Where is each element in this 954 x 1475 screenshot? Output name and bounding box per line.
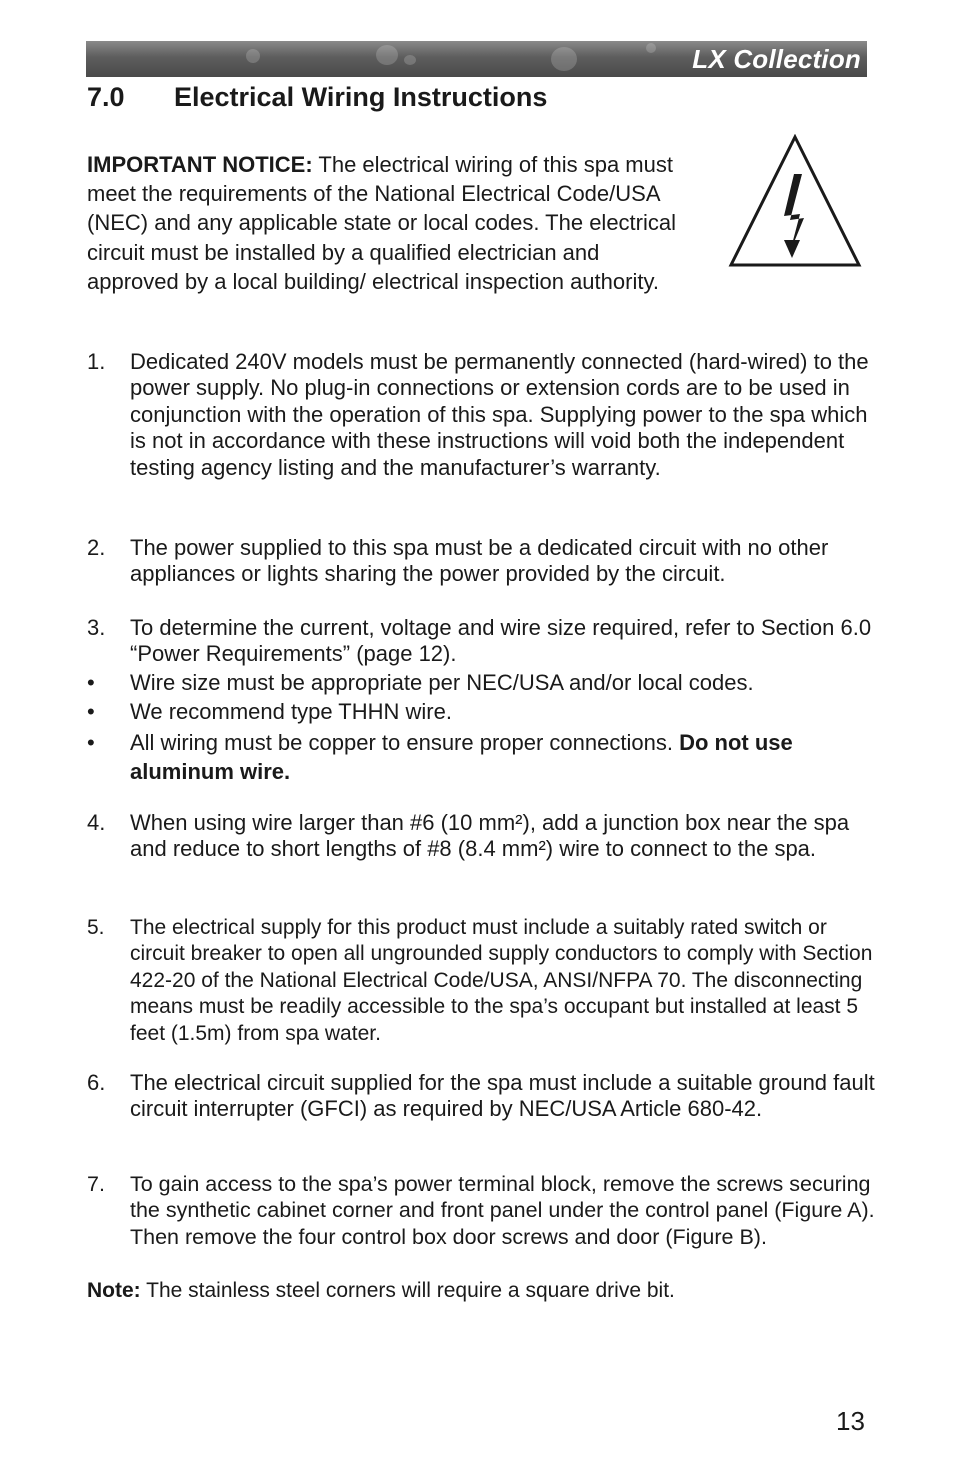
note-label: Note:	[87, 1279, 141, 1302]
section-heading	[87, 82, 547, 113]
section-number: 7.0	[87, 82, 125, 112]
note	[87, 1279, 675, 1303]
bullet-marker: •	[87, 670, 95, 695]
section-title: Electrical Wiring Instructions	[174, 82, 548, 112]
bullet-marker: •	[87, 699, 95, 724]
item-text: When using wire larger than #6 (10 mm²), add a junction box near the spa and reduce to short lengths of #8 (8.4 mm²) wire to connect to the spa.	[130, 810, 850, 862]
page-number: 13	[836, 1406, 865, 1436]
item-text: The electrical supply for this product must include a suitably rated switch or circuit breaker to open all ungrounded supply conductors to comply with Section 422-20 of the National Electrical Code/USA, ANSI/NFPA 70. The disconnecting means must be readily accessible to the spa’s occupant but installed at least 5 feet (1.5m) from spa water.	[130, 916, 873, 1045]
bullet-item	[87, 699, 877, 725]
bubble-decoration	[551, 47, 577, 71]
list-item	[87, 915, 877, 1047]
item-number: 2.	[87, 535, 106, 560]
item-text: The electrical circuit supplied for the spa must include a suitable ground fault circuit interrupter (GFCI) as required by NEC/USA Article 680-42.	[130, 1070, 875, 1122]
item-text: To determine the current, voltage and wire size required, refer to Section 6.0 “Power Requirements” (page 12).	[130, 615, 872, 667]
item-text: All wiring must be copper to ensure proper connections.	[130, 730, 680, 755]
notice-text: The electrical wiring of this spa must meet the requirements of the National Electrical Code/USA (NEC) and any applicable state or local codes. The electrical circuit must be installed by a qualified electrician and approved by a local building/ electrical inspection authority.	[87, 152, 677, 294]
list-item	[87, 349, 877, 481]
item-number: 6.	[87, 1070, 106, 1095]
list-item	[87, 615, 877, 668]
item-text: Dedicated 240V models must be permanently connected (hard-wired) to the power supply. No plug-in connections or extension cords are to be used in conjunction with the operation of this spa. Supplying power to the spa which is not in accordance with these instructions will void both the independent testing agency listing and the manufacturer’s warranty.	[130, 349, 869, 480]
item-number: 7.	[87, 1172, 105, 1196]
bubble-decoration	[376, 45, 398, 65]
header-banner	[86, 41, 867, 77]
bubble-decoration	[246, 49, 260, 63]
bubble-decoration	[646, 43, 656, 53]
item-warning-text: Do not use aluminum wire.	[130, 730, 793, 784]
important-notice	[87, 150, 687, 296]
item-text: Wire size must be appropriate per NEC/USA and/or local codes.	[130, 670, 754, 695]
brand-title: LX Collection	[692, 44, 861, 74]
notice-label: IMPORTANT NOTICE:	[87, 152, 313, 177]
bullet-item	[87, 728, 877, 786]
item-number: 3.	[87, 615, 106, 640]
list-item	[87, 1171, 877, 1250]
item-text: The power supplied to this spa must be a dedicated circuit with no other appliances or lights sharing the power provided by the circuit.	[130, 535, 829, 587]
bubble-decoration	[404, 55, 416, 65]
list-item	[87, 535, 877, 588]
item-text: To gain access to the spa’s power terminal block, remove the screws securing the synthetic cabinet corner and front panel under the control panel (Figure A). Then remove the four control box door screws and door (Figure B).	[130, 1172, 875, 1249]
bullet-item	[87, 670, 877, 696]
list-item	[87, 1070, 877, 1123]
item-text: We recommend type THHN wire.	[130, 699, 452, 724]
item-number: 5.	[87, 916, 105, 939]
electrical-hazard-icon	[728, 134, 862, 268]
note-text: The stainless steel corners will require a square drive bit.	[140, 1279, 675, 1302]
item-number: 1.	[87, 349, 106, 374]
item-number: 4.	[87, 810, 106, 835]
list-item	[87, 810, 877, 863]
bullet-marker: •	[87, 730, 95, 755]
